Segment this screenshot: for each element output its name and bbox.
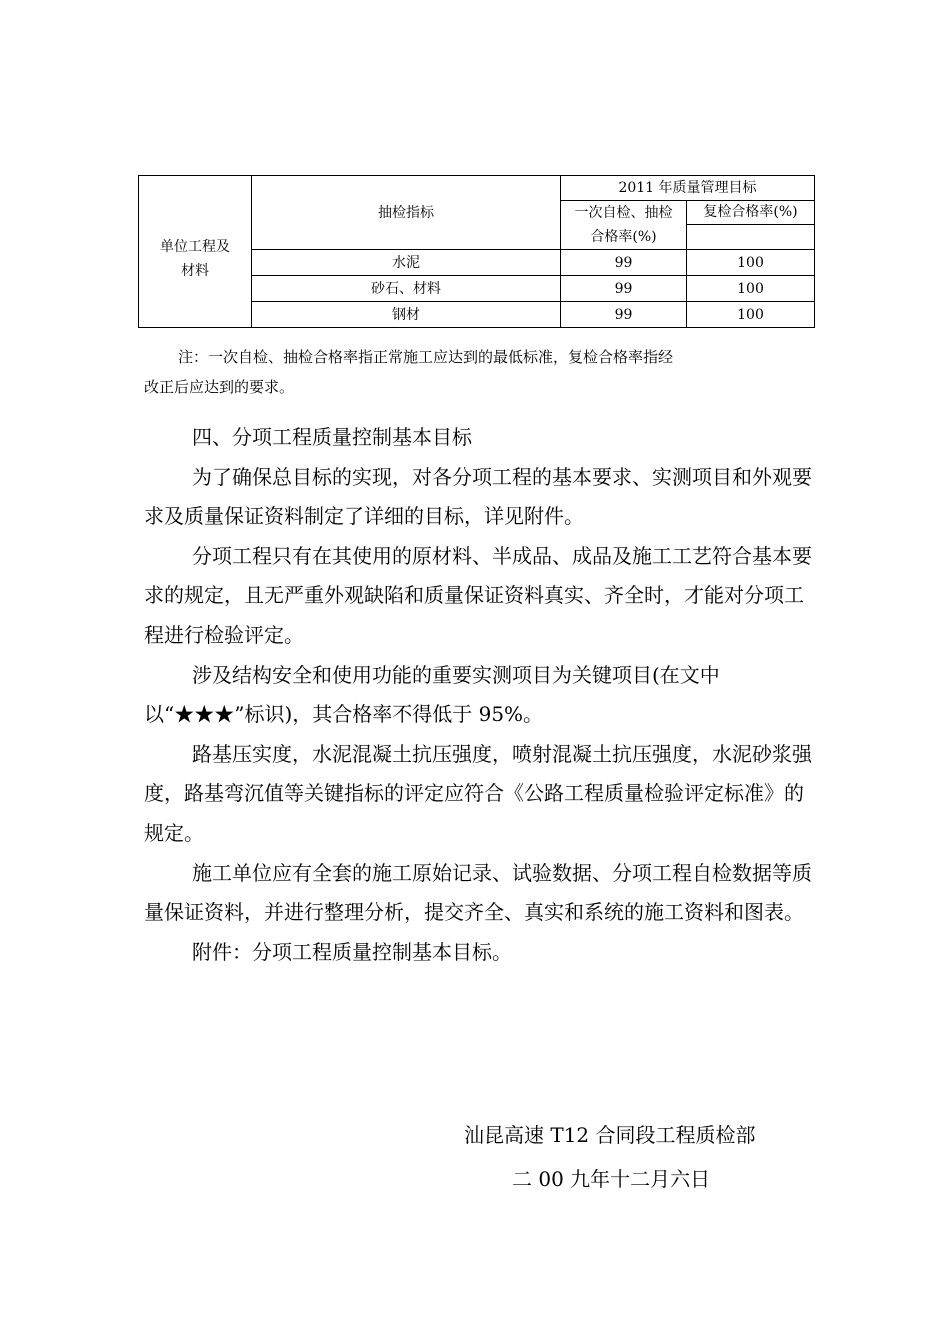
section-body <box>144 418 820 972</box>
first-pass-rate-value: 99 <box>561 250 687 276</box>
recheck-rate-header: 复检合格率(%) <box>687 201 815 225</box>
paragraph: 分项工程只有在其使用的原材料、半成品、成品及施工工艺符合基本要求的规定，且无严重外观缺陷和质量保证资料真实、齐全时，才能对分项工程进行检验评定。 <box>144 543 812 647</box>
recheck-rate-value: 100 <box>687 276 815 302</box>
signature-date: 二 00 九年十二月六日 <box>512 1167 711 1191</box>
recheck-rate-value: 100 <box>687 302 815 328</box>
material-name: 砂石、材料 <box>252 276 561 302</box>
quality-target-table <box>138 175 815 328</box>
recheck-rate-header-blank <box>687 225 815 250</box>
signature-organization: 汕昆高速 T12 合同段工程质检部 <box>464 1123 756 1147</box>
section-heading: 四、分项工程质量控制基本目标 <box>192 425 472 449</box>
paragraph: 为了确保总目标的实现，对各分项工程的基本要求、实测项目和外观要求及质量保证资料制定了详细的目标，详见附件。 <box>144 464 812 529</box>
paragraph: 路基压实度，水泥混凝土抗压强度，喷射混凝土抗压强度，水泥砂浆强度，路基弯沉值等关键指标的评定应符合《公路工程质量检验评定标准》的规定。 <box>144 741 812 845</box>
paragraph: 涉及结构安全和使用功能的重要实测项目为关键项目(在文中以“★★★”标识)，其合格率不得低于 95%。 <box>144 662 720 727</box>
indicator-header: 抽检指标 <box>252 176 561 250</box>
first-pass-rate-value: 99 <box>561 276 687 302</box>
table-note <box>144 342 820 402</box>
attachment-line: 附件：分项工程质量控制基本目标。 <box>192 939 512 964</box>
note-line-1: 注：一次自检、抽检合格率指正常施工应达到的最低标准，复检合格率指经 <box>178 348 674 366</box>
annual-target-header: 2011 年质量管理目标 <box>561 176 815 201</box>
paragraph: 施工单位应有全套的施工原始记录、试验数据、分项工程自检数据等质量保证资料，并进行整理分析，提交齐全、真实和系统的施工资料和图表。 <box>144 860 812 925</box>
material-name: 钢材 <box>252 302 561 328</box>
note-line-2: 改正后应达到的要求。 <box>144 378 295 396</box>
table-header-row <box>139 176 815 201</box>
unit-material-header: 单位工程及 材料 <box>139 176 252 328</box>
first-pass-rate-header: 一次自检、抽检 合格率(%) <box>561 201 687 250</box>
material-name: 水泥 <box>252 250 561 276</box>
recheck-rate-value: 100 <box>687 250 815 276</box>
first-pass-rate-value: 99 <box>561 302 687 328</box>
